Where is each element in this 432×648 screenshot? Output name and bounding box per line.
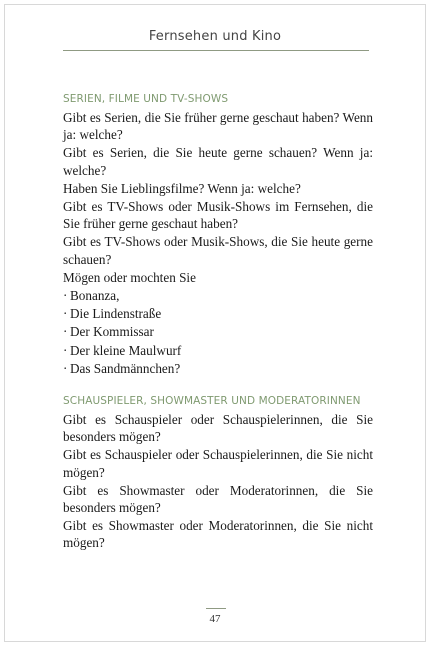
question-paragraph: Gibt es TV-Shows oder Musik-Shows, die Sie heute gerne schauen? — [63, 234, 373, 267]
bullet-mark: · — [63, 306, 68, 322]
question-paragraph: Gibt es TV-Shows oder Musik-Shows im Fernsehen, die Sie früher gerne geschaut haben? — [63, 199, 373, 232]
question-paragraph: Gibt es Serien, die Sie heute gerne schauen? Wenn ja: welche? — [63, 145, 373, 178]
list-item-text: Der Kommissar — [70, 324, 154, 340]
question-paragraph: Gibt es Schauspieler oder Schauspielerinnen, die Sie nicht mögen? — [63, 447, 373, 480]
footer-rule — [206, 608, 226, 609]
bullet-mark: · — [63, 360, 68, 376]
question-paragraph: Gibt es Schauspieler oder Schauspielerinnen, die Sie besonders mögen? — [63, 412, 373, 445]
list-item-text: Das Sandmännchen? — [70, 360, 181, 376]
question-paragraph: Haben Sie Lieblingsfilme? Wenn ja: welche? — [63, 180, 301, 196]
header-rule — [63, 50, 369, 51]
list-item — [63, 323, 373, 340]
list-item — [63, 342, 373, 359]
book-page — [4, 4, 426, 642]
list-item — [63, 287, 373, 304]
question-paragraph: Gibt es Showmaster oder Moderatorinnen, die Sie nicht mögen? — [63, 518, 373, 551]
page-number: 47 — [209, 613, 221, 625]
question-paragraph: Mögen oder mochten Sie — [63, 269, 196, 285]
bullet-mark: · — [63, 288, 68, 304]
list-item — [63, 360, 373, 377]
question-paragraph: Gibt es Serien, die Sie früher gerne geschaut haben? Wenn ja: welche? — [63, 110, 373, 143]
bullet-mark: · — [63, 324, 68, 340]
show-list — [63, 287, 373, 377]
running-head: Fernsehen und Kino — [148, 29, 282, 44]
page-content — [63, 91, 373, 553]
list-item-text: Der kleine Maulwurf — [70, 342, 182, 358]
section-heading-series: SERIEN, FILME UND TV-SHOWS — [63, 93, 229, 105]
list-item — [63, 305, 373, 322]
section-heading-actors: SCHAUSPIELER, SHOWMASTER UND MODERATORINNEN — [63, 395, 361, 408]
list-item-text: Bonanza, — [70, 288, 120, 304]
question-paragraph: Gibt es Showmaster oder Moderatorinnen, die Sie besonders mögen? — [63, 482, 373, 516]
bullet-mark: · — [63, 342, 68, 358]
list-item-text: Die Lindenstraße — [70, 306, 162, 322]
